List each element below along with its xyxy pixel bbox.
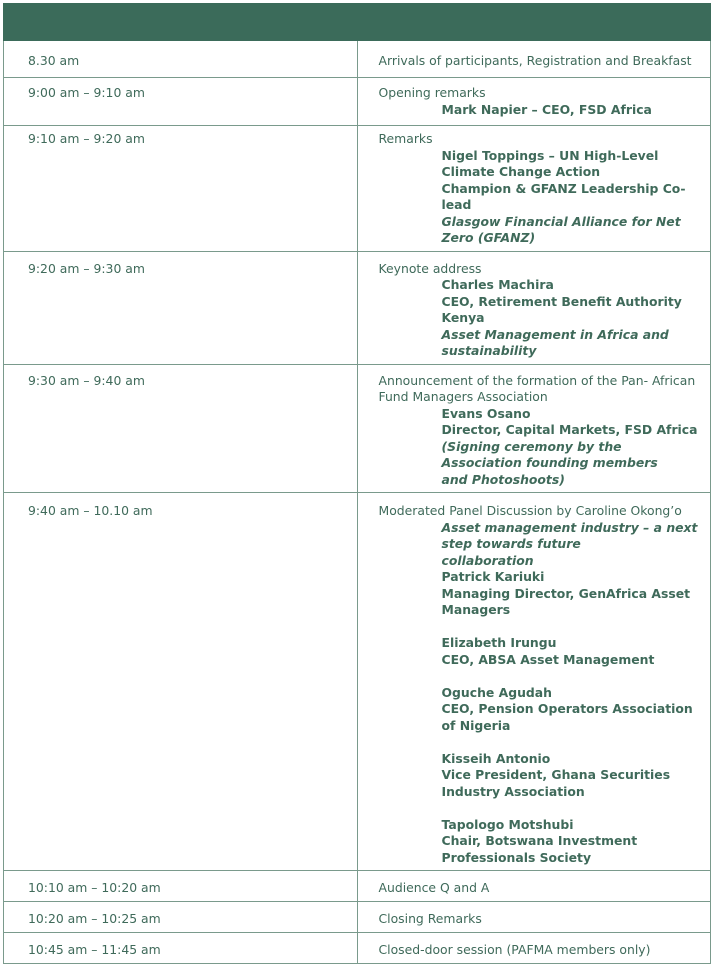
speaker-line: Elizabeth Irungu [441, 635, 557, 650]
time-cell: 9:10 am – 9:20 am [4, 126, 358, 252]
session-title: Moderated Panel Discussion by Caroline Okong’o [378, 503, 682, 518]
time-cell: 10:45 am – 11:45 am [4, 933, 358, 964]
session-cell [357, 78, 711, 126]
table-row [4, 902, 711, 933]
time-cell: 9:00 am – 9:10 am [4, 78, 358, 126]
speaker-line: Charles Machira [441, 277, 554, 292]
topic-line: and Photoshoots) [441, 471, 565, 487]
table-row [4, 364, 711, 493]
session-title: Opening remarks [378, 85, 486, 100]
topic-line: Asset Management in Africa and sustainability [441, 326, 669, 358]
speaker-line: CEO, Pension Operators Association of Nigeria [441, 701, 693, 733]
speaker-line: Managing Director, GenAfrica Asset Managers [441, 585, 691, 617]
spacer [379, 734, 705, 751]
table-row [4, 41, 711, 78]
speaker-line: Mark Napier – CEO, FSD Africa [441, 101, 652, 117]
agenda-table [3, 3, 711, 964]
time-cell: 8.30 am [4, 41, 358, 78]
session-title: Closing Remarks [378, 911, 482, 926]
session-title: Arrivals of participants, Registration and Breakfast [378, 53, 692, 68]
time-cell: 10:10 am – 10:20 am [4, 871, 358, 902]
session-cell [357, 902, 711, 933]
time-cell: 9:40 am – 10.10 am [4, 493, 358, 871]
speaker-line: Vice President, Ghana Securities Industry Association [441, 767, 671, 799]
speaker-line: Champion & GFANZ Leadership Co-lead [441, 180, 686, 212]
session-title: Remarks [378, 131, 433, 146]
speaker-line: CEO, Retirement Benefit Authority Kenya [441, 293, 682, 325]
speaker-line: Tapologo Motshubi [441, 816, 574, 832]
topic-line: (Signing ceremony by the Association founding members [441, 438, 658, 470]
speaker-line: Kisseih Antonio [441, 750, 551, 766]
session-cell [357, 251, 711, 364]
table-row [4, 933, 711, 964]
session-cell [357, 493, 711, 871]
topic-line: collaboration [441, 552, 534, 568]
topic-line: Asset management industry – a next step towards future [441, 519, 698, 551]
speaker-line: Director, Capital Markets, FSD Africa [441, 422, 698, 437]
topic-line: Glasgow Financial Alliance for Net Zero (GFANZ) [441, 213, 681, 245]
session-cell [357, 364, 711, 493]
spacer [379, 800, 705, 817]
session-title: Keynote address [378, 260, 482, 276]
session-cell [357, 41, 711, 78]
table-row [4, 78, 711, 126]
spacer [379, 668, 705, 685]
table-row [4, 493, 711, 871]
session-cell [357, 933, 711, 964]
table-row [4, 126, 711, 252]
session-cell [357, 126, 711, 252]
session-title: Audience Q and A [378, 880, 490, 895]
session-title: Announcement of the formation of the Pan- African Fund Managers Association [378, 372, 696, 404]
speaker-line: Nigel Toppings – UN High-Level Climate Change Action [441, 147, 659, 179]
speaker-line: CEO, ABSA Asset Management [441, 651, 655, 667]
header-band [4, 4, 711, 41]
session-cell [357, 871, 711, 902]
time-cell: 10:20 am – 10:25 am [4, 902, 358, 933]
table-row [4, 251, 711, 364]
table-row [4, 871, 711, 902]
spacer [379, 619, 705, 636]
speaker-line: Evans Osano [441, 405, 531, 421]
time-cell: 9:20 am – 9:30 am [4, 251, 358, 364]
speaker-line: Oguche Agudah [441, 684, 552, 700]
speaker-line: Chair, Botswana Investment Professionals Society [441, 833, 638, 865]
header-cell [4, 4, 711, 41]
session-title: Closed-door session (PAFMA members only) [378, 942, 651, 957]
time-cell: 9:30 am – 9:40 am [4, 364, 358, 493]
speaker-line: Patrick Kariuki [441, 569, 545, 584]
